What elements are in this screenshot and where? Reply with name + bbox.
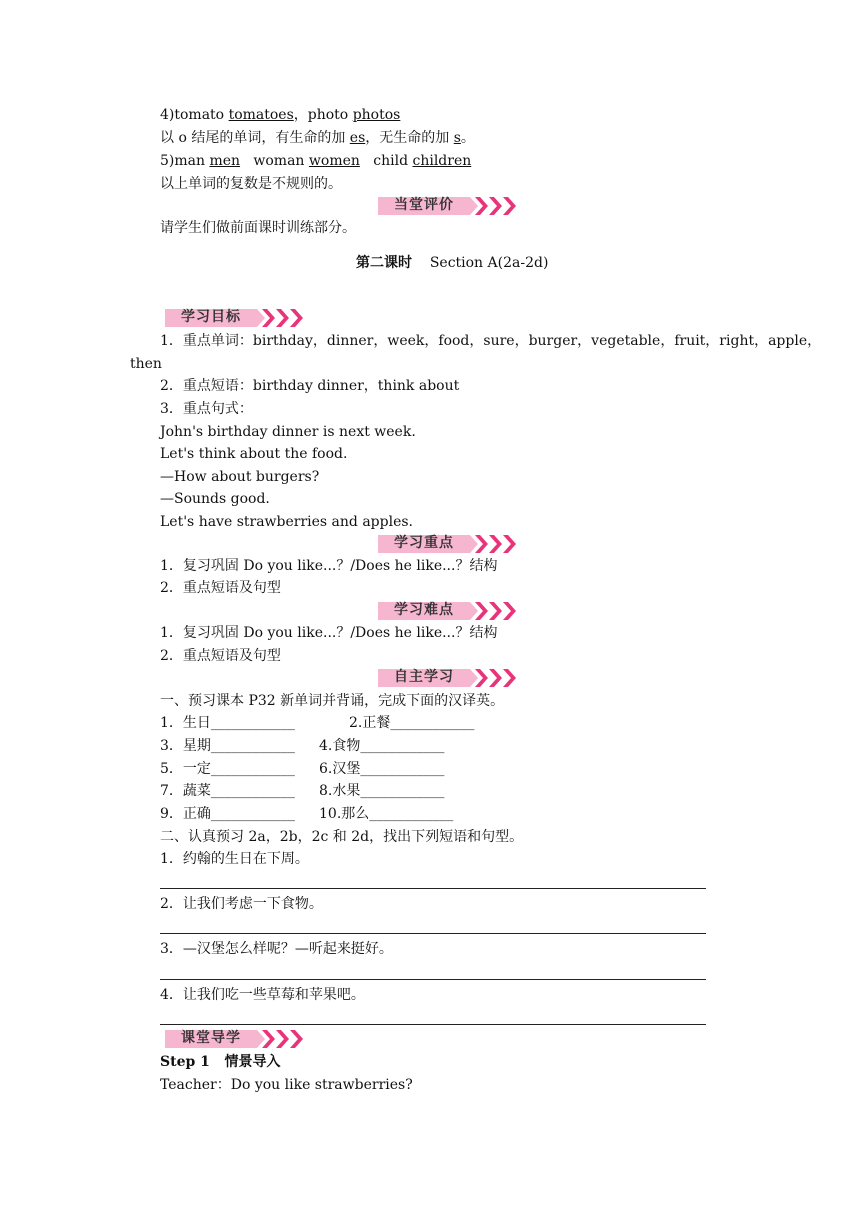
sentence-4: —Sounds good. (160, 491, 270, 507)
badge-label: 学习重点 (394, 535, 454, 551)
irregular-note: 以上单词的复数是不规则的。 (160, 176, 342, 192)
sentence-2: Let's think about the food. (160, 446, 348, 462)
vocab-blank-2[interactable]: 2.正餐____________ (349, 715, 475, 731)
vocab-blank-9[interactable]: 9．正确____________ (160, 806, 295, 822)
question-2: 2．让我们考虑一下食物。 (160, 896, 323, 912)
vocab-blank-6[interactable]: 6.汉堡____________ (319, 761, 445, 777)
teacher-line: Teacher：Do you like strawberries? (160, 1077, 413, 1093)
key-point-1: 1．复习巩固 Do you like...？/Does he like...？结构 (160, 558, 498, 574)
difficulty-2: 2．重点短语及句型 (160, 648, 281, 664)
key-point-2: 2．重点短语及句型 (160, 580, 281, 596)
answer-line-3[interactable] (160, 979, 706, 980)
vocab-blank-7[interactable]: 7．蔬菜____________ (160, 783, 295, 799)
vocab-blank-3[interactable]: 3．星期____________ (160, 738, 295, 754)
section-badge-classroom-eval (378, 195, 524, 217)
section-badge-classroom-guide (165, 1028, 311, 1050)
plural-line-tomato: 4)tomato tomatoes，photo photos (160, 107, 401, 123)
vocab-blank-1[interactable]: 1．生日____________ (160, 715, 295, 731)
rule-line-o-ending: 以 o 结尾的单词，有生命的加 es，无生命的加 s。 (160, 130, 475, 146)
section-badge-key-points (378, 533, 524, 555)
lesson-title: 第二课时 Section A(2a-2d) (356, 255, 549, 271)
preview-heading: 一、预习课本 P32 新单词并背诵，完成下面的汉译英。 (160, 693, 505, 709)
badge-label: 学习目标 (181, 309, 241, 325)
answer-line-2[interactable] (160, 933, 706, 934)
sentence-5: Let's have strawberries and apples. (160, 514, 414, 530)
badge-label: 课堂导学 (181, 1030, 241, 1046)
badge-label: 当堂评价 (394, 197, 454, 213)
sentence-1: John's birthday dinner is next week. (160, 424, 416, 440)
sentence-3: —How about burgers? (160, 469, 320, 485)
answer-line-1[interactable] (160, 888, 706, 889)
step-1-heading: Step 1 情景导入 (160, 1054, 281, 1070)
vocab-blank-4[interactable]: 4.食物____________ (319, 738, 445, 754)
question-4: 4．让我们吃一些草莓和苹果吧。 (160, 987, 365, 1003)
plural-line-irregular: 5)man men woman women child children (160, 153, 472, 169)
preview-heading-2: 二、认真预习 2a，2b，2c 和 2d，找出下列短语和句型。 (160, 829, 524, 845)
objective-words-cont: then (130, 356, 162, 372)
vocab-blank-8[interactable]: 8.水果____________ (319, 783, 445, 799)
objective-words: 1．重点单词：birthday，dinner，week，food，sure，burger，vegetable，fruit，right，apple， (160, 333, 822, 349)
vocab-blank-5[interactable]: 5．一定____________ (160, 761, 295, 777)
vocab-blank-10[interactable]: 10.那么____________ (319, 806, 454, 822)
section-badge-difficulties (378, 600, 524, 622)
badge-label: 学习难点 (394, 602, 454, 618)
objective-phrases: 2．重点短语：birthday dinner，think about (160, 378, 460, 394)
instruction-line: 请学生们做前面课时训练部分。 (160, 220, 356, 236)
section-badge-objectives (165, 307, 311, 329)
answer-line-4[interactable] (160, 1024, 706, 1025)
badge-label: 自主学习 (394, 669, 454, 685)
section-badge-self-study (378, 667, 524, 689)
objective-sentences: 3．重点句式： (160, 401, 253, 417)
difficulty-1: 1．复习巩固 Do you like...？/Does he like...？结构 (160, 625, 498, 641)
question-1: 1．约翰的生日在下周。 (160, 851, 309, 867)
question-3: 3．—汉堡怎么样呢？—听起来挺好。 (160, 941, 393, 957)
